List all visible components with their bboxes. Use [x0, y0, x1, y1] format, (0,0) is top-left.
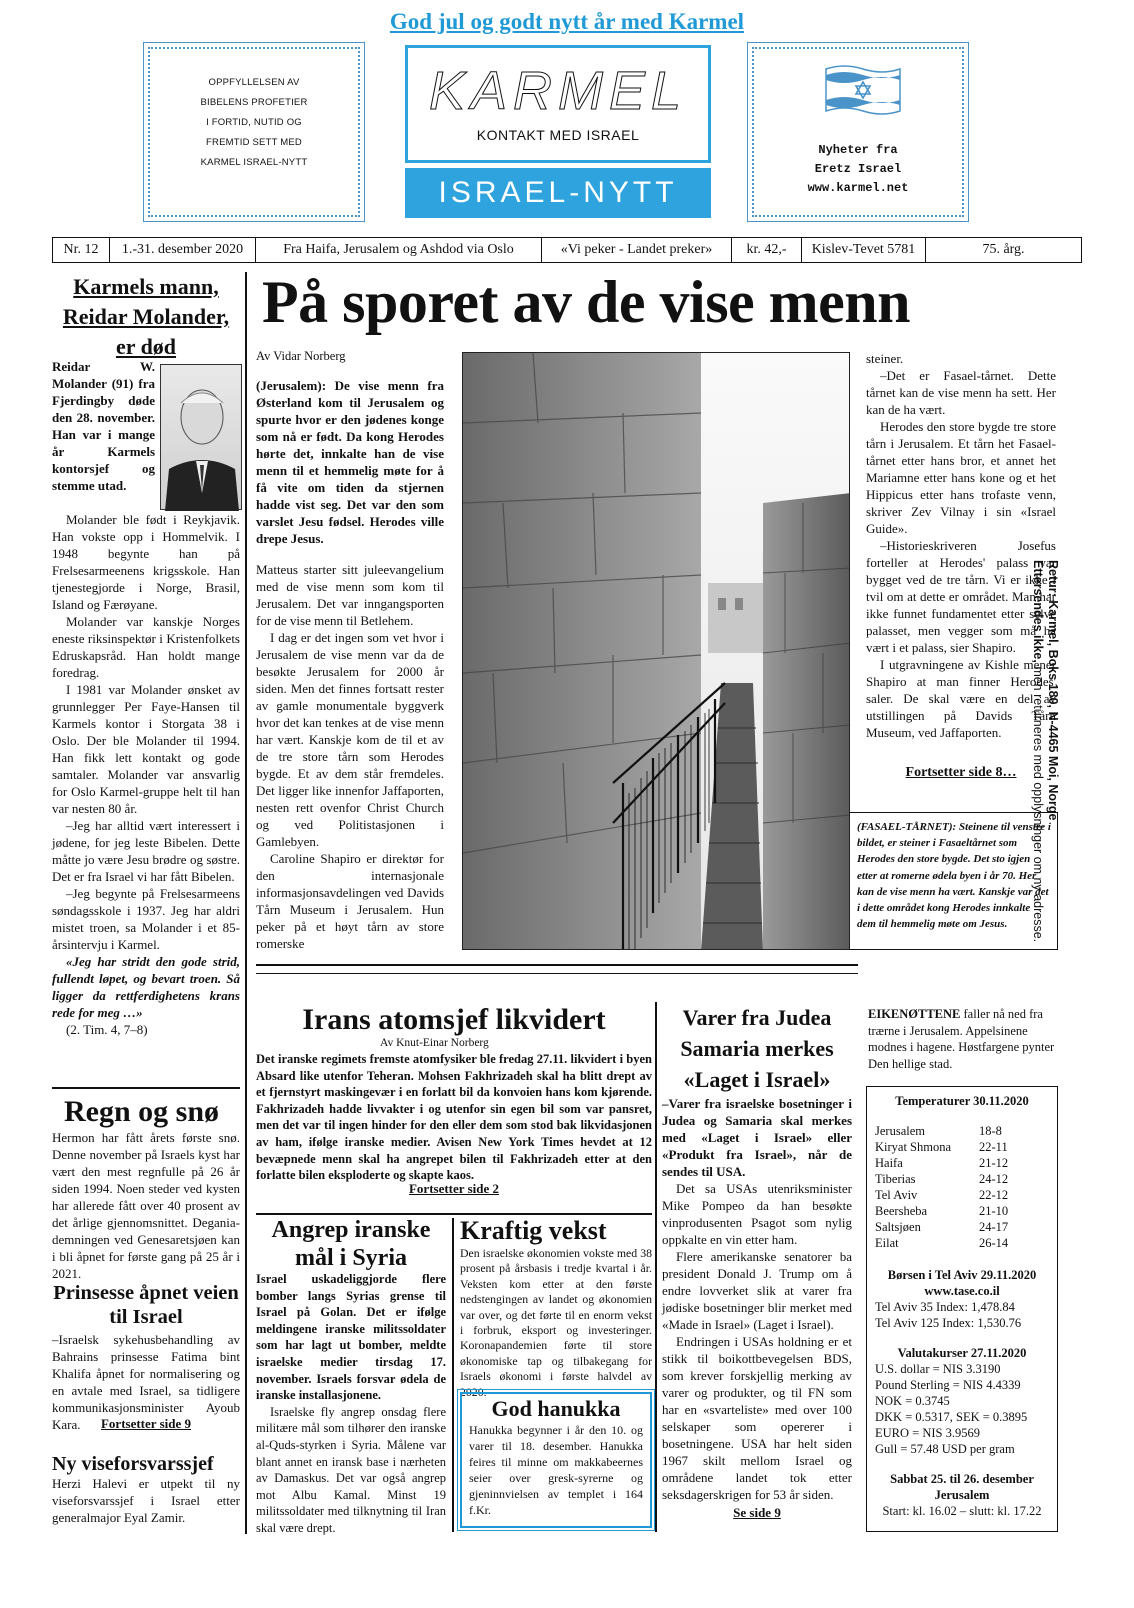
syria-lead: Israel uskadeliggjorde flere bomber langs Syrias grense til Israel på Golan. Det er ifølge meldingene iranske militssoldater som har lagt ut bomber, meldte israelske medier tirsdag 17. november. Israels forsvar ødela de iranske installasjonene.: [256, 1272, 446, 1403]
main-right-column: [866, 350, 1056, 741]
main-paragraph: I utgravningene av Kishle mener Shapiro at man finner Herodes' saler. De skal være en del av utstillingen på Davids Tårn Museum, ved Jaffaporten.: [866, 657, 1056, 740]
tower-walkway-photo: [463, 353, 850, 950]
main-headline: På sporet av de vise menn: [262, 269, 911, 335]
obituary-paragraph: –Jeg begynte på Frelsesarmeens søndagsskole i 1937. Jeg har aldri mistet troen, sa Molander i et 85-årsintervju i Karmel.: [52, 886, 240, 952]
fx-line: Pound Sterling = NIS 4.4339: [875, 1378, 1021, 1392]
issue-route: Fra Haifa, Jerusalem og Ashdod via Oslo: [256, 238, 542, 262]
israel-flag-icon: [824, 61, 902, 119]
masthead-tagline: KONTAKT MED ISRAEL: [476, 127, 640, 143]
temperature-table: [867, 1123, 1057, 1251]
temperature-row: Tel Aviv 22-12: [875, 1188, 1009, 1202]
temperature-row: Haifa 21-12: [875, 1156, 1009, 1170]
fx-line: U.S. dollar = NIS 3.3190: [875, 1362, 1001, 1376]
section-rule: [52, 1087, 240, 1089]
bourse-title: Børsen i Tel Aviv 29.11.2020: [887, 1268, 1037, 1282]
obituary-photo: [160, 364, 242, 510]
bourse-line: Tel Aviv 125 Index: 1,530.76: [875, 1316, 1022, 1330]
acorns-body: faller nå ned fra trærne i Jerusalem. Appelsinene modnes i hagene. Høstfargene pynter Den hellige stad.: [868, 1007, 1055, 1071]
main-left-column: [256, 377, 444, 952]
main-paragraph: Caroline Shapiro er direktør for den internasjonale informasjonsavdelingen ved Davids Tårn Museum i Jerusalem. Hun peker på et høyt tårn av store romerske: [256, 851, 444, 951]
judea-continued-link[interactable]: Se side 9: [733, 1505, 781, 1520]
obituary-quote-ref: (2. Tim. 4, 7–8): [66, 1022, 148, 1037]
main-continued-link[interactable]: Fortsetter side 8…: [905, 765, 1017, 780]
vice-headline: Ny viseforsvarssjef: [52, 1453, 214, 1475]
karmel-logo: KARMEL: [428, 61, 688, 121]
masthead-logo-box: [405, 45, 711, 163]
hanukka-body: Hanukka begynner i år den 10. og varer til 18. desember. Hanukka feires til minne om makkabeernes seier over gresk-syrerne og gjeninnvielsen av templet i 164 f.Kr.: [469, 1423, 643, 1517]
weather-body: Hermon har fått årets første snø. Denne november på Israels kyst har vært den mest regnfulle på 26 år siden 1994. Noen steder ved kysten har allerede fått over 40 prosent av det årlige gjennomsnittet. Degania-demningen ved Genesaretsjøen kan i bli åpnet for første gang på 25 år i 2021.: [52, 1130, 240, 1281]
section-rule: [256, 1213, 652, 1215]
iran-byline: Av Knut-Einar Norberg: [380, 1037, 489, 1049]
obituary-paragraph: I 1981 var Molander ønsket av grunnlegger Per Faye-Hansen til Karmels kontor i Storgata 38 i Oslo. Der ble Molander til 1994. Han fikk lett kontakt og gode samtaler. Molander var ansvarlig for Oslo Karmel-gruppe helt til han var nesten 80 år.: [52, 682, 240, 816]
obituary-lead: Reidar W. Molander (91) fra Fjerdingby døde den 28. november. Han var i mange år Karmels kontorsjef og stemme utad.: [52, 359, 155, 493]
main-photo: [462, 352, 850, 950]
masthead-left-line: KARMEL ISRAEL-NYTT: [200, 157, 308, 168]
masthead-left-box: [148, 47, 360, 217]
main-paragraph: –Historieskriveren Josefus forteller at Herodes' palass var bygget ved de tre tårn. Vi er ikke i tvil om at dette er området. Man har ikke funnet fundamentet etter selve palasset, men vegger som må ha vært i et palass, sier Shapiro.: [866, 538, 1056, 655]
obituary-paragraph: –Jeg har alltid vært interessert i jødene, for jeg leste Bibelen. Dette måtte jo være Jesu brødre og søstre. Det er fra Israel vi har fått Bibelen.: [52, 818, 240, 884]
masthead-left-line: OPPFYLLELSEN AV: [208, 77, 300, 88]
section-rule: [256, 973, 858, 974]
column-rule: [452, 1218, 454, 1532]
bourse-line: Tel Aviv 35 Index: 1,478.84: [875, 1300, 1015, 1314]
temperature-row: Beersheba 21-10: [875, 1204, 1009, 1218]
issue-dates: 1.-31. desember 2020: [110, 238, 256, 262]
main-paragraph: Matteus starter sitt juleevangelium med de vise menn som kom til Jerusalem. Det var inngangsporten for de vise menn til Betlehem.: [256, 562, 444, 628]
masthead-left-line: FREMTID SETT MED: [206, 137, 302, 148]
growth-headline: Kraftig vekst: [460, 1216, 607, 1245]
syria-paragraph: Israelske fly angrep onsdag flere militære mål som tilhører den iranske al-Quds-styrken i Syria. Målene var blant annet en iransk base i nærheten av Damaskus. Det var også angrep mot Albu Kamal. Minst 19 militssoldater med tilknytning til Iran skal være drept.: [256, 1404, 446, 1535]
issue-year: 75. årg.: [982, 242, 1025, 257]
acorns-lead: EIKENØTTENE: [868, 1007, 961, 1021]
iran-body: Det iranske regimets fremste atomfysiker ble fredag 27.11. likvidert i byen Absard like utenfor Teheran. Mohsen Fakhrizadeh skal ha blitt drept av et fjernstyrt maskingevær i en forlatt bil da konvoien hans kom kjørende. Fakhrizadeh hadde livvakter i og utenfor sin egen bil som var pansret, men det var til ingen hinder for den eller dem som stod bak likvidasjonen av ham, ifølge iranske medier. Avisen New York Times hevdet at 12 bevæpnede menn skal ha angrepet bilen til Fakhrizadeh etter at den forlatte bilen eksploderte og skapte kaos.: [256, 1052, 652, 1183]
photo-caption-box: [850, 812, 1058, 950]
princess-headline: Prinsesse åpnet veien til Israel: [53, 1282, 239, 1328]
syria-body: [256, 1271, 446, 1537]
sabbath-times: Start: kl. 16.02 – slutt: kl. 17.22: [882, 1504, 1042, 1518]
obituary-body: [52, 511, 240, 1038]
section-rule: [256, 964, 858, 966]
princess-continued-link[interactable]: Fortsetter side 9: [100, 1416, 191, 1431]
hanukka-headline: God hanukka: [491, 1396, 621, 1421]
column-rule: [655, 1002, 657, 1532]
forward-note-bold: Ettersendes ikke,: [1031, 560, 1045, 663]
judea-paragraph: Endringen i USAs holdning er et stikk til boikottbevegelsen BDS, som krever forskjellig merking av varer og produkter, og til FN som har en «svarteliste» med over 100 selskaper som opererer i bosetningene. USA har helt siden 1967 skilt mellom Israel og områdene landet tok etter seksdagerskrigen for 53 år siden.: [662, 1334, 852, 1502]
sabbath-title: Sabbat 25. til 26. desember: [890, 1472, 1034, 1486]
main-paragraph: –Det er Fasael-tårnet. Dette tårnet kan de vise menn ha sett. Her kan de ha vært.: [866, 368, 1056, 417]
temperature-row: Saltsjøen 24-17: [875, 1220, 1009, 1234]
sabbath-place: Jerusalem: [934, 1488, 990, 1502]
fx-line: Gull = 57.48 USD per gram: [875, 1442, 1015, 1456]
obituary-quote: «Jeg har stridt den gode strid, fullendt løpet, og bevart troen. Så ligger da rettferdighetens krans rede for meg …»: [52, 954, 240, 1020]
judea-paragraph: Flere amerikanske senatorer ba president Donald J. Trump om å endre lovverket slik at varer fra jødiske bosetninger blir merket med «Made in Israel» (Laget i Israel).: [662, 1249, 852, 1332]
israel-nytt-banner: ISRAEL-NYTT: [405, 168, 711, 218]
obituary-paragraph: Molander var kanskje Norges eneste riksinspektør i Kristenfolkets Edruskapsråd. Han holdt mange foredrag.: [52, 614, 240, 680]
princess-body: –Israelsk sykehusbehandling av Bahrains prinsesse Fatima bint Khalifa åpnet for normalisering og en avtale med Israel, sa tidligere kommunikasjonsminister Ayoub Kara.: [52, 1332, 240, 1432]
facts-box: [866, 1086, 1058, 1532]
main-byline: Av Vidar Norberg: [256, 349, 346, 363]
masthead-right-line: Nyheter fra: [818, 143, 898, 157]
issue-motto: «Vi peker - Landet preker»: [542, 238, 732, 262]
temperature-row: Jerusalem 18-8: [875, 1124, 1002, 1138]
main-paragraph: I dag er det ingen som vet hvor i Jerusalem de vise menn var da de besøkte Jerusalem for 2000 år siden. Men det finnes fortsatt rester av gamle monumentale byggverk hvor det kan tenkes at de vise menn har vært. Kanskje kom de til et av de tre store tårn som Herodes bygde. Et av dem står fremdeles. Det ligger like innenfor Jaffaporten, nesten rett ovenfor Christ Church og ved Politistasjonen i Gamlebyen.: [256, 630, 444, 849]
fx-line: NOK = 0.3745: [875, 1394, 950, 1408]
temperature-row: Eilat 26-14: [875, 1236, 1009, 1250]
issue-price: kr. 42,-: [732, 238, 802, 262]
website-link[interactable]: www.karmel.net: [807, 181, 909, 195]
column-rule: [245, 272, 247, 1534]
temperature-title: Temperaturer 30.11.2020: [895, 1094, 1029, 1108]
vice-body: Herzi Halevi er utpekt til ny viseforsvarssjef i Israel etter generalmajor Eyal Zamir.: [52, 1476, 240, 1525]
hanukka-box: [460, 1392, 652, 1528]
masthead-right-line: Eretz Israel: [814, 162, 902, 176]
issue-info-bar: [52, 237, 1082, 263]
main-paragraph: Herodes den store bygde tre store tårn i Jerusalem. Et tårn het Fasael-tårnet etter hans bror, et annet het Mariamne etter hans kone og et het Hippicus etter hans trofaste venn, skriver Zev Vilnay i sin «Israel Guide».: [866, 419, 1056, 536]
issue-hebrew-date: Kislev-Tevet 5781: [802, 238, 926, 262]
main-paragraph: steiner.: [866, 351, 904, 366]
judea-paragraph: Det sa USAs utenriksminister Mike Pompeo da han besøkte vinprodusenten Psagot som nylig oppkalte en vin etter ham.: [662, 1181, 852, 1247]
fx-title: Valutakurser 27.11.2020: [897, 1346, 1027, 1360]
judea-body: [662, 1095, 852, 1503]
obituary-paragraph: Molander ble født i Reykjavik. Han vokste opp i Hommelvik. I 1948 begynte han på Frelsesarmeenens krigsskole. Han tjenestegjorde i Norge, Brasil, Island og Færøyane.: [52, 512, 240, 612]
fx-line: EURO = NIS 3.9569: [875, 1426, 980, 1440]
judea-headline: Varer fra Judea Samaria merkes «Laget i Israel»: [680, 1005, 834, 1092]
fx-line: DKK = 0.5317, SEK = 0.3895: [875, 1410, 1028, 1424]
acorns-note: [868, 1006, 1056, 1072]
masthead-right-box: [752, 47, 964, 217]
iran-headline: Irans atomsjef likvidert: [302, 1003, 606, 1036]
obituary-headline: Karmels mann, Reidar Molander, er død: [62, 274, 230, 359]
syria-headline: Angrep iranske mål i Syria: [271, 1217, 431, 1271]
masthead-left-line: BIBELENS PROFETIER: [200, 97, 308, 108]
photo-caption: (FASAEL-TÅRNET): Steinene til venstre i bildet, er steiner i Fasaeltårnet som Herodes den store bygde. Det sto igjen etter at romerne ødela byen i år 70. Her kan de vise menn ha vært. Kanskje var det i dette området kong Herodes innkalte dem til hemmelig møte om Jesus.: [857, 821, 1051, 931]
return-address-line: Retur: Karmel, Boks 180, N-4465 Moi, Norge: [1046, 560, 1060, 821]
greeting-headline: God jul og godt nytt år med Karmel: [389, 9, 745, 34]
bourse-website[interactable]: www.tase.co.il: [924, 1284, 1000, 1298]
weather-headline: Regn og snø: [64, 1095, 220, 1128]
issue-number: Nr. 12: [53, 238, 110, 262]
judea-lead: –Varer fra israelske bosetninger i Judea og Samaria skal merkes med «Laget i Israel» eller «Produkt fra Israel», når de sendes til USA.: [662, 1096, 852, 1179]
iran-continued-link[interactable]: Fortsetter side 2: [408, 1181, 499, 1196]
temperature-row: Kiryat Shmona 22-11: [875, 1140, 1008, 1154]
growth-body: Den israelske økonomien vokste med 38 prosent på årsbasis i tredje kvartal i år. Veksten kom etter at den første nedstengingen av landet og økonomien var over, og det førte til en enorm vekst i forbruk, eksport og investeringer. Koronapandemien førte til store økonomiske tap og tilbakegang for Israels økonomi i første halvdel av 2020.: [460, 1246, 652, 1399]
temperature-row: Tiberias 24-12: [875, 1172, 1009, 1186]
main-lead: (Jerusalem): De vise menn fra Østerland kom til Jerusalem og spurte hvor er den jødenes konge som nå er født. Da kong Herodes hørte det, innkalte han de vise menn til et hemmelig møte for å få vite om tiden da stjernen hadde vist seg. Det var den som varslet Jesu fødsel. Herodes ville drepe Jesus.: [256, 378, 444, 546]
forward-note-rest: men returneres med opplysninger om ny adresse.: [1031, 662, 1045, 943]
masthead-left-line: I FORTID, NUTID OG: [206, 117, 302, 128]
